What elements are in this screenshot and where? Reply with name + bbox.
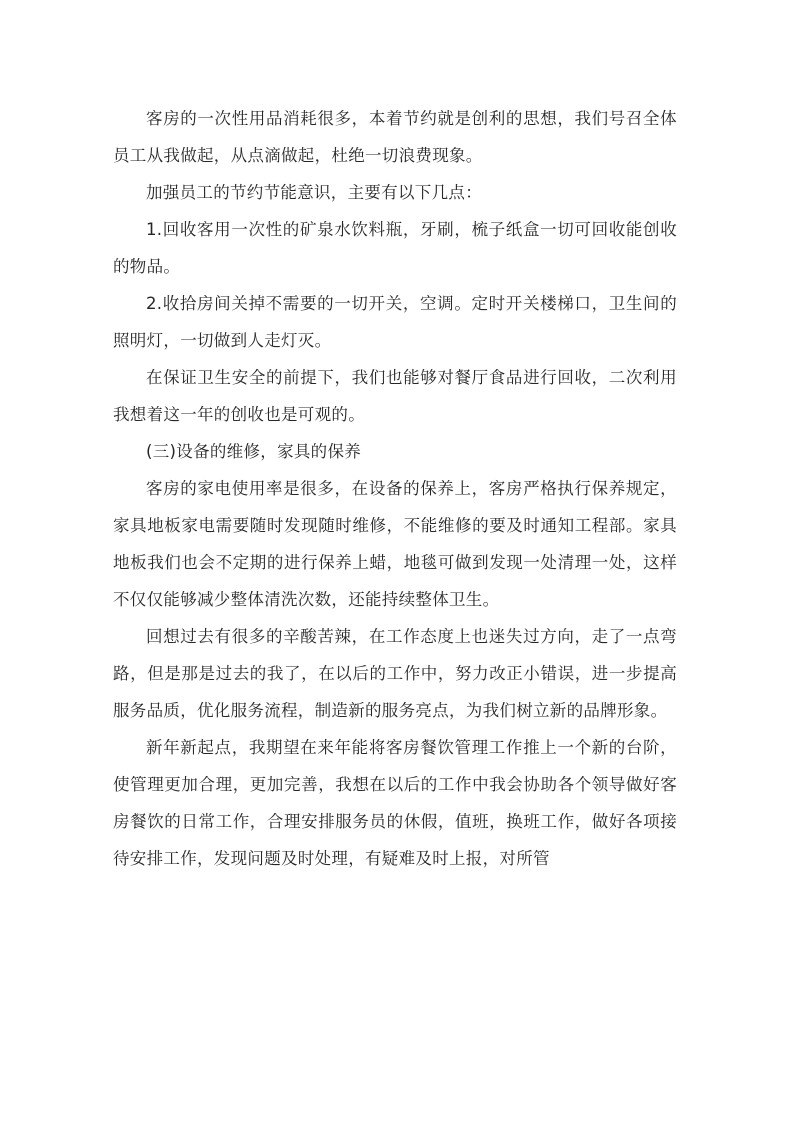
paragraph-saving-awareness: 加强员工的节约节能意识，主要有以下几点： — [146, 183, 482, 202]
paragraph-point-2-switches: 2.收拾房间关掉不需要的一切开关，空调。定时开关楼梯口，卫生间的照明灯，一切做到人走灯灭。 — [113, 294, 677, 350]
paragraph-equipment-maintenance: 客房的家电使用率是很多，在设备的保养上，客房严格执行保养规定，家具地板家电需要随时发现随时维修，不能维修的要及时通知工程部。家具地板我们也会不定期的进行保养上蜡，地毯可做到发现一处清理一处，这样不仅仅能够减少整体清洗次数，还能持续整体卫生。 — [113, 479, 677, 609]
paragraph-new-year-goals: 新年新起点，我期望在来年能将客房餐饮管理工作推上一个新的台阶，使管理更加合理，更加完善，我想在以后的工作中我会协助各个领导做好客房餐饮的日常工作，合理安排服务员的休假，值班，换班工作，做好各项接待安排工作，发现问题及时处理，有疑难及时上报，对所管 — [113, 738, 677, 868]
paragraph-disposables-saving: 客房的一次性用品消耗很多，本着节约就是创利的思想，我们号召全体员工从我做起，从点滴做起，杜绝一切浪费现象。 — [113, 109, 677, 165]
paragraph-point-1-recycling: 1.回收客用一次性的矿泉水饮料瓶，牙刷，梳子纸盒一切可回收能创收的物品。 — [113, 220, 677, 276]
section-heading-maintenance: (三)设备的维修，家具的保养 — [146, 442, 362, 461]
paragraph-reflection: 回想过去有很多的辛酸苦辣，在工作态度上也迷失过方向，走了一点弯路，但是那是过去的我了，在以后的工作中，努力改正小错误，进一步提高服务品质，优化服务流程，制造新的服务亮点，为我们树立新的品牌形象。 — [113, 627, 677, 720]
document-body — [113, 100, 677, 877]
paragraph-food-recycling: 在保证卫生安全的前提下，我们也能够对餐厅食品进行回收，二次利用我想着这一年的创收也是可观的。 — [113, 368, 677, 424]
